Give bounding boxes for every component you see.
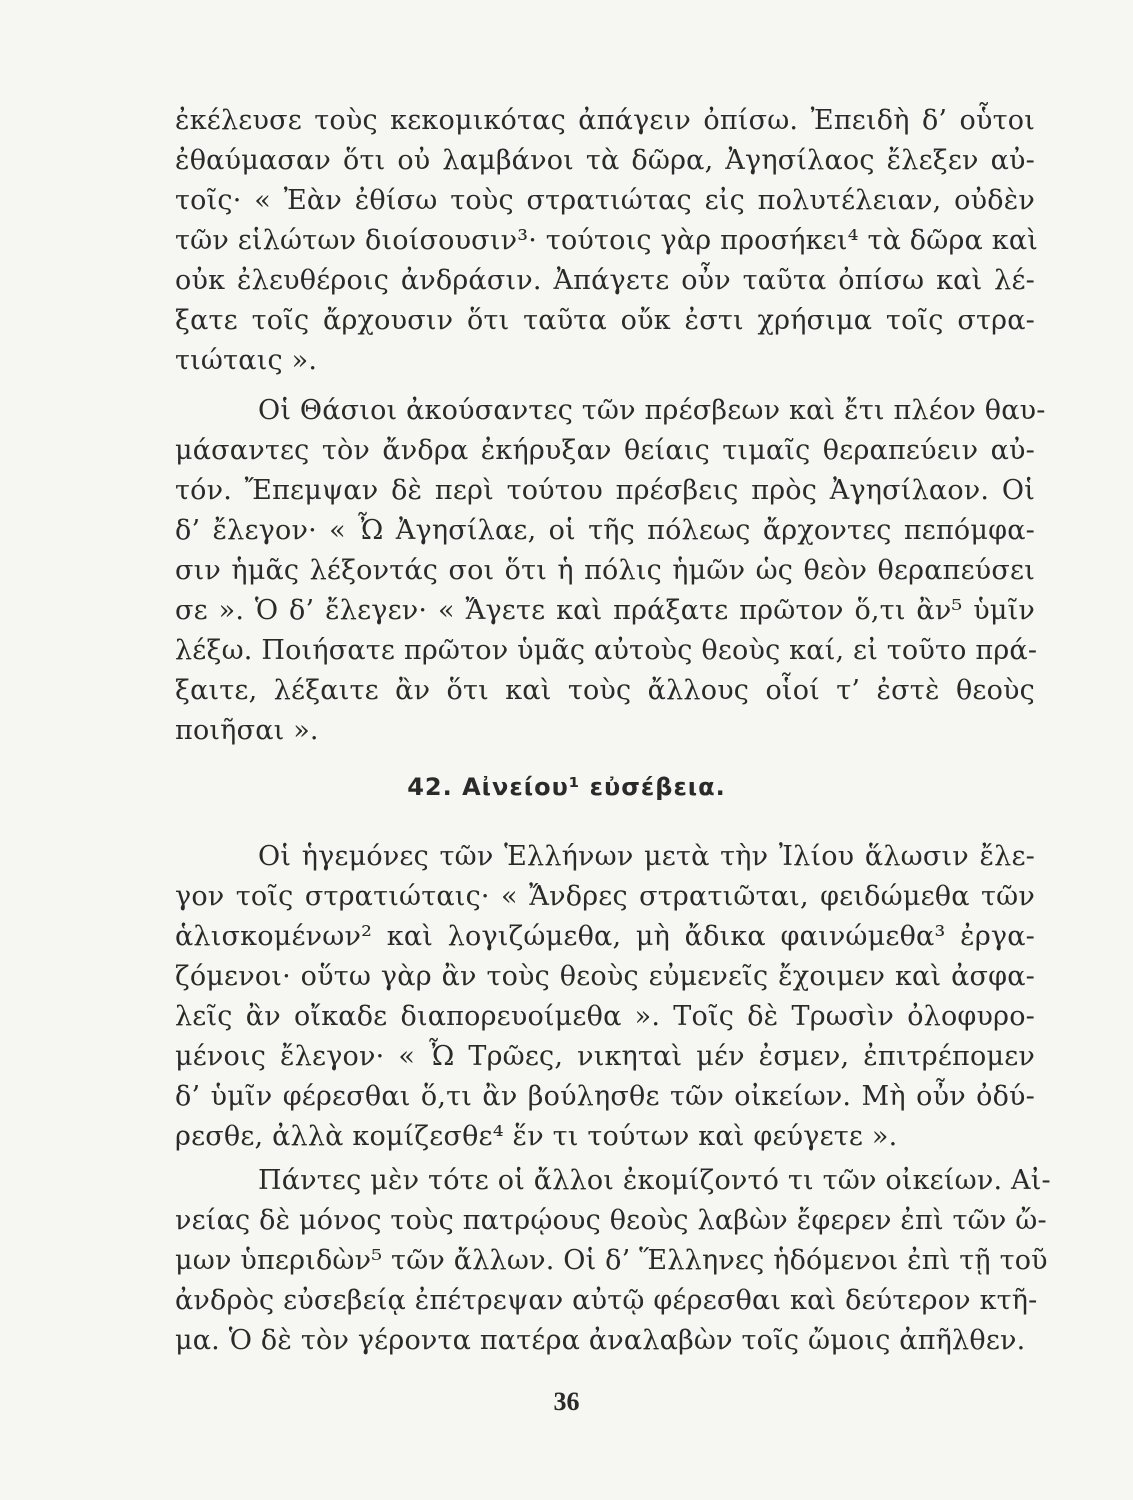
text-line: τόν. Ἔπεμψαν δὲ περὶ τούτου πρέσβεις πρὸς Ἀγησίλαον. Οἱ <box>175 475 1035 506</box>
text-line: δ’ ἔλεγον· « Ὦ Ἀγησίλαε, οἱ τῆς πόλεως ἄρχοντες πεπόμφα- <box>175 515 1035 546</box>
text-line: τιώταις ». <box>175 345 318 376</box>
text-line: γον τοῖς στρατιώταις· « Ἄνδρες στρατιῶται, φειδώμεθα τῶν <box>175 881 1035 912</box>
text-line: Πάντες μὲν τότε οἱ ἄλλοι ἐκομίζοντό τι τῶν οἰκείων. Αἰ- <box>258 1165 1051 1196</box>
text-line: ποιῆσαι ». <box>175 715 319 746</box>
text-line: ἀνδρὸς εὐσεβείᾳ ἐπέτρεψαν αὐτῷ φέρεσθαι καὶ δεύτερον κτῆ- <box>175 1285 1038 1316</box>
text-line: μάσαντες τὸν ἄνδρα ἐκήρυξαν θείαις τιμαῖς θεραπεύειν αὐ- <box>175 435 1035 466</box>
text-line: οὐκ ἐλευθέροις ἀνδράσιν. Ἀπάγετε οὖν ταῦτα ὀπίσω καὶ λέ- <box>175 265 1035 296</box>
text-line: λέξω. Ποιήσατε πρῶτον ὑμᾶς αὐτοὺς θεοὺς καί, εἰ τοῦτο πρά- <box>175 635 1038 666</box>
text-line: Οἱ ἡγεμόνες τῶν Ἑλλήνων μετὰ τὴν Ἰλίου ἅλωσιν ἔλε- <box>258 841 1035 872</box>
section-heading: 42. Αἰνείου¹ εὐσέβεια. <box>407 773 726 801</box>
text-line: Οἱ Θάσιοι ἀκούσαντες τῶν πρέσβεων καὶ ἔτι πλέον θαυ- <box>258 395 1046 426</box>
text-line: σε ». Ὁ δ’ ἔλεγεν· « Ἄγετε καὶ πράξατε πρῶτον ὅ,τι ἂν⁵ ὑμῖν <box>175 595 1035 626</box>
page-number: 36 <box>553 1387 580 1416</box>
text-line: ξατε τοῖς ἄρχουσιν ὅτι ταῦτα οὔκ ἐστι χρήσιμα τοῖς στρα- <box>175 305 1035 336</box>
text-line: νείας δὲ μόνος τοὺς πατρῴους θεοὺς λαβὼν ἔφερεν ἐπὶ τῶν ὤ- <box>175 1205 1047 1236</box>
text-line: ἐκέλευσε τοὺς κεκομικότας ἀπάγειν ὀπίσω. Ἐπειδὴ δ’ οὗτοι <box>175 105 1035 136</box>
text-line: ξαιτε, λέξαιτε ἂν ὅτι καὶ τοὺς ἄλλους οἷοί τ’ ἐστὲ θεοὺς <box>175 675 1035 706</box>
text-line: σιν ἡμᾶς λέξοντάς σοι ὅτι ἡ πόλις ἡμῶν ὡς θεὸν θεραπεύσει <box>175 555 1035 586</box>
text-line: τῶν εἱλώτων διοίσουσιν³· τούτοις γὰρ προσήκει⁴ τὰ δῶρα καὶ <box>175 225 1039 256</box>
text-line: λεῖς ἂν οἴκαδε διαπορευοίμεθα ». Τοῖς δὲ Τρωσὶν ὀλοφυρο- <box>175 1001 1035 1032</box>
text-line: ζόμενοι· οὕτω γὰρ ἂν τοὺς θεοὺς εὐμενεῖς ἔχοιμεν καὶ ἀσφα- <box>175 961 1035 992</box>
text-line: μένοις ἔλεγον· « Ὦ Τρῶες, νικηταὶ μέν ἐσμεν, ἐπιτρέπομεν <box>175 1041 1035 1072</box>
text-line: μα. Ὁ δὲ τὸν γέροντα πατέρα ἀναλαβὼν τοῖς ὤμοις ἀπῆλθεν. <box>175 1325 1026 1356</box>
text-line: τοῖς· « Ἐὰν ἐθίσω τοὺς στρατιώτας εἰς πολυτέλειαν, οὐδὲν <box>175 185 1035 216</box>
text-line: μων ὑπεριδὼν⁵ τῶν ἄλλων. Οἱ δ’ Ἕλληνες ἡδόμενοι ἐπὶ τῇ τοῦ <box>175 1245 1048 1276</box>
text-line: ρεσθε, ἀλλὰ κομίζεσθε⁴ ἕν τι τούτων καὶ φεύγετε ». <box>175 1121 898 1152</box>
text-line: ἐθαύμασαν ὅτι οὐ λαμβάνοι τὰ δῶρα, Ἀγησίλαος ἔλεξεν αὐ- <box>175 145 1035 176</box>
text-line: ἁλισκομένων² καὶ λογιζώμεθα, μὴ ἄδικα φαινώμεθα³ ἐργα- <box>175 921 1035 952</box>
text-line: δ’ ὑμῖν φέρεσθαι ὅ,τι ἂν βούλησθε τῶν οἰκείων. Μὴ οὖν ὀδύ- <box>175 1081 1035 1112</box>
